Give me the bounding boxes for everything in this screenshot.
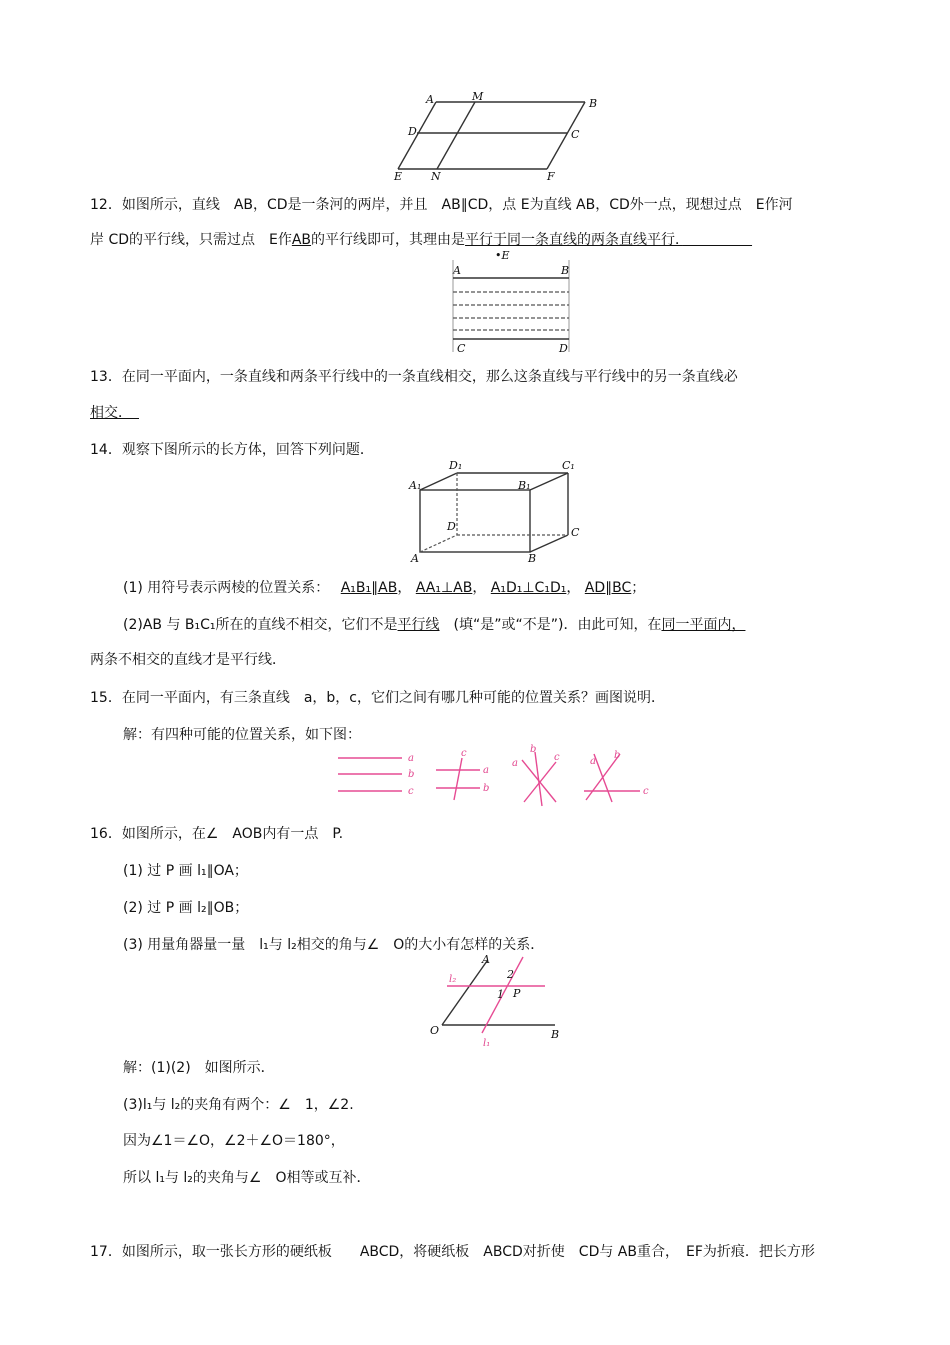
label-a: a [590,756,596,767]
river-figure [445,248,575,353]
label-A1: A₁ [409,479,422,492]
q14-part2-cont: 两条不相交的直线才是平行线． [90,652,286,668]
label-B: B [561,264,570,277]
q13-line2 [90,403,139,423]
label-b: b [408,769,415,780]
label-l2: l₂ [449,974,457,985]
q14-part1-label: (1) 用符号表示两棱的位置关系： [123,580,323,596]
q14-answer-1: A₁B₁∥AB [340,580,398,596]
label-P: P [513,987,521,1000]
label-D: D [559,342,568,355]
label-E: E [394,170,403,183]
label-B: B [589,97,598,110]
label-C: C [457,342,466,355]
q16-part1: (1) 过 P 画 l₁∥OA； [123,863,248,879]
label-b: b [530,744,537,755]
q12-line2 [90,230,752,250]
q14-part2-answer-2: 同一平面内 [661,617,732,633]
q15-title: 15．在同一平面内，有三条直线 a，b，c，它们之间有哪几种可能的位置关系？画图说明． [90,690,665,706]
q16-solution-1: 解：(1)(2) 如图所示． [123,1060,275,1076]
label-b: b [614,750,621,761]
q14-answer-2: AA₁⊥AB [415,580,473,596]
label-C1: C₁ [562,459,575,472]
label-C: C [571,128,580,141]
label-A: A [453,264,461,277]
label-b: b [483,783,490,794]
q13-line1: 13．在同一平面内，一条直线和两条平行线中的一条直线相交，那么这条直线与平行线中的另一条直线必 [90,369,738,385]
q14-answer-4: AD∥BC [584,580,632,596]
label-B: B [551,1028,560,1041]
label-D: D [447,520,456,533]
q15-solution: 解：有四种可能的位置关系，如下图： [123,727,361,743]
q12-answer-1: AB [291,232,312,248]
q16-title: 16．如图所示，在∠ AOB内有一点 P. [90,826,344,842]
label-l1: l₁ [483,1038,491,1049]
q17-line1: 17．如图所示，取一张长方形的硬纸板 ABCD，将硬纸板 ABCD对折使 CD与 AB重合， EF为折痕．把长方形 [90,1244,815,1260]
q13-answer: 相交． [90,405,125,421]
q12-answer-2: 平行于同一条直线的两条直线平行． [465,232,683,248]
label-2: 2 [507,968,514,981]
label-M: M [472,90,484,103]
q12-text-b: 的平行线即可，其理由是 [311,232,466,248]
q12-line1: 12．如图所示，直线 AB，CD是一条河的两岸，并且 AB∥CD，点 E为直线 AB，CD外一点，现想过点 E作河 [90,197,793,213]
label-E: •E [495,249,510,262]
label-1: 1 [497,988,504,1001]
label-c: c [554,752,560,763]
label-B: B [528,552,537,565]
label-A: A [411,552,419,565]
label-a: a [512,758,518,769]
label-C: C [571,526,580,539]
q14-part2: (2)AB 与 B₁C₁所在的直线不相交，它们不是平行线 (填“是”或“不是”)．由此可知，在同一平面内， [123,617,746,633]
label-a: a [408,753,414,764]
label-A: A [482,953,490,966]
q14-title: 14．观察下图所示的长方体，回答下列问题． [90,442,374,458]
label-D: D [408,125,417,138]
label-A: A [426,93,434,106]
q14-part2-answer-1: 平行线 [397,617,440,633]
q16-part2: (2) 过 P 画 l₂∥OB； [123,900,249,916]
label-c: c [643,786,649,797]
q16-solution-3: 因为∠1＝∠O，∠2＋∠O＝180°， [123,1133,345,1149]
q16-solution-4: 所以 l₁与 l₂的夹角与∠ O相等或互补． [123,1170,371,1186]
label-F: F [547,170,555,183]
label-c: c [461,748,467,759]
angle-figure [425,953,565,1048]
label-c: c [408,786,414,797]
cuboid-figure [405,458,590,568]
label-N: N [431,170,441,183]
q16-solution-2: (3)l₁与 l₂的夹角有两个：∠ 1，∠2. [123,1097,354,1113]
three-lines-figure [330,744,660,806]
q16-part3: (3) 用量角器量一量 l₁与 l₂相交的角与∠ O的大小有怎样的关系． [123,937,545,953]
label-a: a [483,765,489,776]
q12-answer-blank [682,232,752,248]
q14-answer-3: A₁D₁⊥C₁D₁ [490,580,567,596]
q14-part2-text-a: (2)AB 与 B₁C₁所在的直线不相交，它们不是 [123,617,398,633]
label-B1: B₁ [518,479,531,492]
label-O: O [430,1024,440,1037]
q14-part1: (1) 用符号表示两棱的位置关系： A₁B₁∥AB， AA₁⊥AB， A₁D₁⊥C₁D₁， AD∥BC； [123,580,646,596]
parallelogram-figure [390,92,600,182]
label-D1: D₁ [449,459,463,472]
q12-text-a: 岸 CD的平行线，只需过点 E作 [90,232,292,248]
q14-part2-text-b: (填“是”或“不是”)．由此可知，在 [453,617,662,633]
